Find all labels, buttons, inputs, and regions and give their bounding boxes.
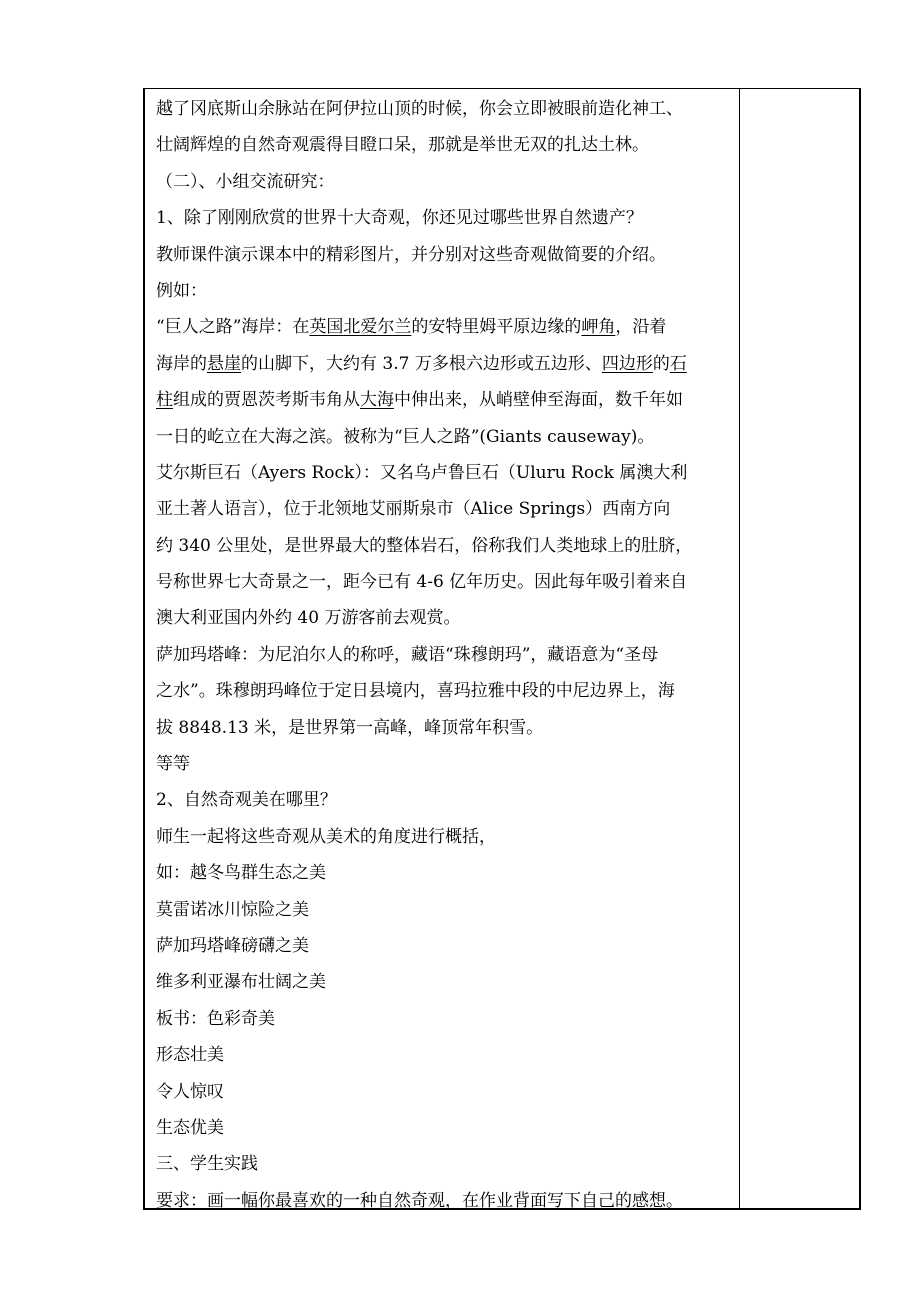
text-segment: 萨加玛塔峰磅礴之美	[156, 935, 309, 956]
text-line	[156, 928, 736, 964]
text-line	[156, 346, 736, 382]
text-segment: 1、除了刚刚欣赏的世界十大奇观，你还见过哪些世界自然遗产？	[156, 208, 643, 229]
text-line	[156, 600, 736, 636]
text-segment: 形态壮美	[156, 1045, 224, 1066]
text-line	[156, 564, 736, 600]
text-line	[156, 892, 736, 928]
text-line	[156, 237, 736, 273]
text-line	[156, 782, 736, 818]
text-line	[156, 382, 736, 418]
text-line	[156, 637, 736, 673]
text-segment: 师生一起将这些奇观从美术的角度进行概括，	[156, 826, 496, 847]
text-segment: 亚土著人语言），位于北领地艾丽斯泉市（Alice Springs）西南方向	[156, 499, 671, 520]
text-segment: 海岸的	[156, 353, 207, 374]
lesson-table	[143, 88, 861, 1210]
text-segment: 澳大利亚国内外约 40 万游客前去观赏。	[156, 608, 461, 629]
text-line	[156, 746, 736, 782]
text-line	[156, 127, 736, 163]
text-segment: “巨人之路”海岸：在	[156, 317, 310, 338]
text-segment: 组成的贾恩茨考斯韦角从	[173, 390, 360, 411]
text-segment: 越了冈底斯山余脉站在阿伊拉山顶的时候，你会立即被眼前造化神工、	[156, 99, 683, 119]
text-segment: 板书：色彩奇美	[156, 1008, 275, 1029]
text-segment: 维多利亚瀑布壮阔之美	[156, 972, 326, 993]
underlined-term: 石	[669, 353, 687, 374]
text-segment: 令人惊叹	[156, 1081, 224, 1102]
underlined-term: 岬角	[581, 317, 616, 338]
text-segment: 号称世界七大奇景之一，距今已有 4-6 亿年历史。因此每年吸引着来自	[156, 572, 688, 593]
text-segment: （二）、小组交流研究：	[156, 171, 335, 192]
text-segment: 的安特里姆平原边缘的	[411, 317, 582, 338]
text-line	[156, 419, 736, 455]
underlined-term: 北爱尔兰	[343, 317, 412, 338]
text-segment: 约 340 公里处，是世界最大的整体岩石，俗称我们人类地球上的肚脐，	[156, 535, 693, 556]
text-line	[156, 273, 736, 309]
text-line	[156, 200, 736, 236]
text-segment: 如：越冬鸟群生态之美	[156, 863, 326, 884]
text-line	[156, 964, 736, 1000]
text-line	[156, 1146, 736, 1182]
text-segment: 一日的屹立在大海之滨。被称为“巨人之路”(Giants causeway)。	[156, 426, 655, 447]
text-line	[156, 819, 736, 855]
text-line	[156, 455, 736, 491]
text-segment: 等等	[156, 754, 190, 775]
text-line	[156, 91, 736, 127]
text-line	[156, 1074, 736, 1110]
text-line	[156, 491, 736, 527]
text-segment: 的	[652, 353, 670, 374]
text-segment: 中伸出来，从峭壁伸至海面，数千年如	[394, 390, 683, 411]
text-segment: 拔 8848.13 米，是世界第一高峰，峰顶常年积雪。	[156, 717, 544, 738]
text-line	[156, 164, 736, 200]
text-line	[156, 1037, 736, 1073]
text-segment: 例如：	[156, 280, 207, 301]
text-line	[156, 673, 736, 709]
text-segment: 的山脚下，大约有 3.7 万多根六边形或五边形、	[241, 353, 602, 374]
text-line	[156, 855, 736, 891]
text-segment: 要求：画一幅你最喜欢的一种自然奇观，在作业背面写下自己的感想。	[156, 1190, 683, 1211]
text-segment: 之水”。珠穆朗玛峰位于定日县境内，喜玛拉雅中段的中尼边界上，海	[156, 681, 675, 702]
text-segment: 2、自然奇观美在哪里？	[156, 790, 337, 811]
text-line	[156, 309, 736, 345]
text-segment: 三、学生实践	[156, 1154, 258, 1175]
column-divider	[739, 89, 740, 1208]
underlined-term: 大海	[360, 390, 394, 411]
underlined-term: 四边形	[601, 353, 653, 374]
text-line	[156, 528, 736, 564]
text-line	[156, 710, 736, 746]
text-segment: 萨加玛塔峰：为尼泊尔人的称呼，藏语“珠穆朗玛”，藏语意为“圣母	[156, 644, 659, 665]
text-line	[156, 1183, 736, 1219]
underlined-term: 英国	[309, 317, 344, 338]
lesson-content-cell	[156, 91, 736, 1219]
text-segment: 生态优美	[156, 1117, 224, 1138]
underlined-term: 悬崖	[207, 353, 241, 374]
text-segment: ，沿着	[615, 317, 667, 338]
text-segment: 壮阔辉煌的自然奇观震得目瞪口呆，那就是举世无双的扎达土林。	[156, 135, 649, 156]
text-line	[156, 1001, 736, 1037]
underlined-term: 柱	[156, 390, 173, 411]
text-segment: 教师课件演示课本中的精彩图片，并分别对这些奇观做简要的介绍。	[156, 244, 666, 265]
text-segment: 莫雷诺冰川惊险之美	[156, 899, 309, 920]
text-line	[156, 1110, 736, 1146]
text-segment: 艾尔斯巨石（Ayers Rock）：又名乌卢鲁巨石（Uluru Rock 属澳大利	[156, 462, 688, 483]
